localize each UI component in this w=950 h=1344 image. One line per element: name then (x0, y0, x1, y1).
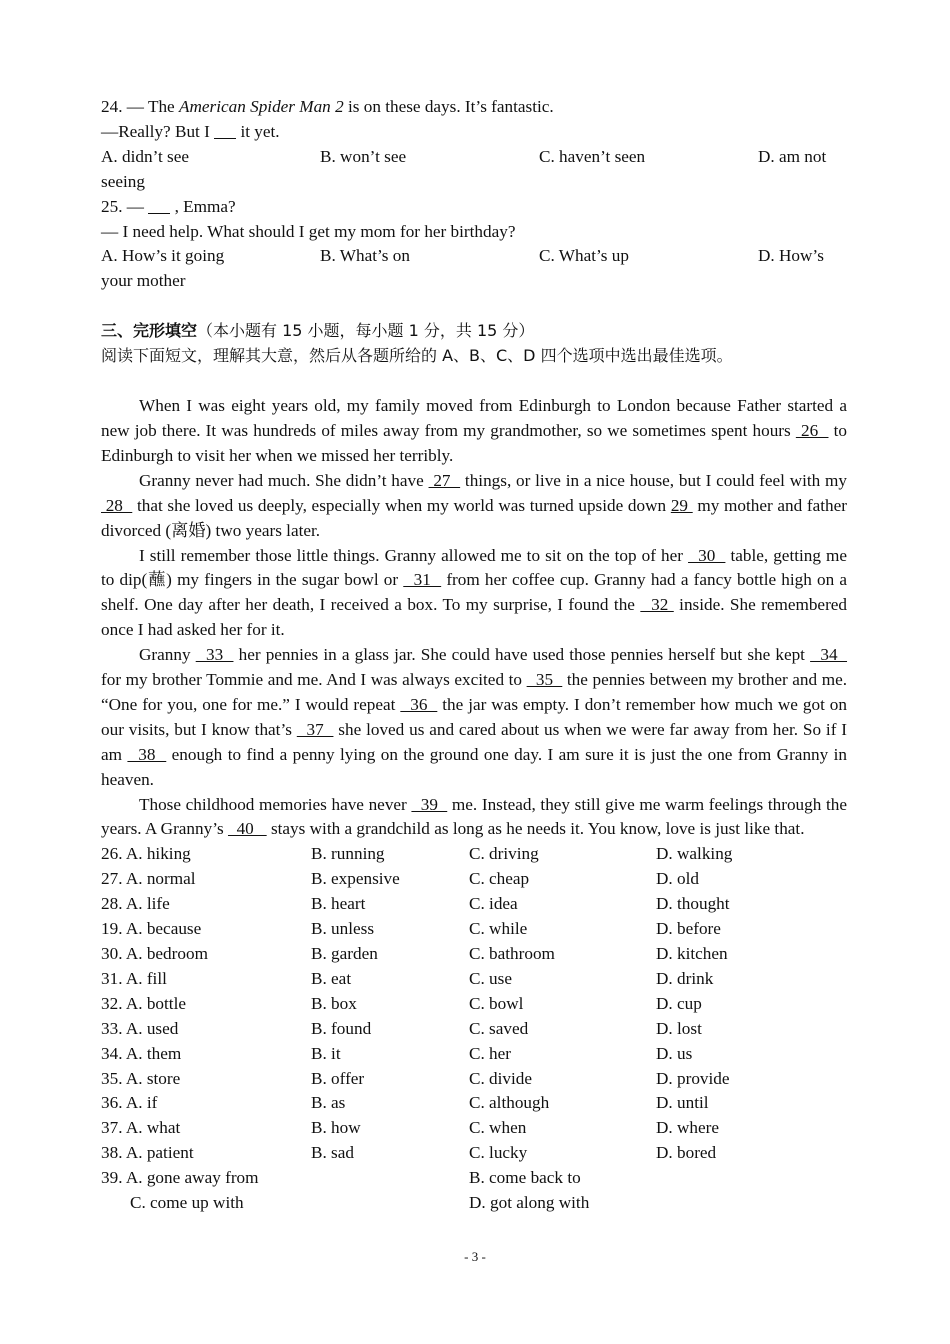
choice-row (101, 942, 847, 967)
choice-option-c: C. saved (469, 1018, 529, 1038)
choice-option-b: B. box (311, 993, 357, 1013)
choice-option-b: B. heart (311, 894, 366, 914)
q25-option-d: D. How’s (758, 246, 824, 266)
choice-row (101, 892, 847, 917)
choice-option-b: B. unless (311, 919, 375, 939)
q25-option-a: A. How’s it going (101, 246, 225, 266)
choice-option-a: 28. A. life (101, 894, 170, 914)
blank-36: 36 (400, 694, 438, 714)
passage-paragraph-1: When I was eight years old, my family moved from Edinburgh to London because Father started a new job there. It was hundreds of miles away from my grandmother, so we sometimes spent hours 26 to Edinburgh to visit her when we missed her terribly. (101, 396, 847, 465)
choice-option-a: 33. A. used (101, 1018, 179, 1038)
blank-39: 39 (411, 794, 448, 814)
q24-stem: 24. — The American Spider Man 2 is on these days. It’s fantastic. (101, 97, 554, 116)
choice-option-a: 27. A. normal (101, 869, 196, 889)
blank-33: 33 (195, 645, 234, 665)
q24-blank (214, 122, 236, 139)
blank-30: 30 (688, 545, 726, 565)
blank-35: 35 (526, 670, 563, 690)
passage-paragraph-4: Granny 33 her pennies in a glass jar. She could have used those pennies herself but she kept 34 for my brother Tommie and me. And I was always excited to 35 the pennies between my brother and me. “One for you, one for me.” I would repeat 36 the jar was empty. I don’t remember how much we got on our visits, but I know that’s 37 she loved us and cared about us when we were far away from her. So if I am 38 enough to find a penny lying on the ground one day. I am sure it is just the one from Granny in heaven. (101, 645, 848, 789)
choice-option-b: B. expensive (311, 869, 400, 889)
blank-38: 38 (127, 744, 167, 764)
choice-row (101, 867, 847, 892)
q39-option-c: C. come up with (130, 1193, 244, 1213)
choice-row (101, 1116, 847, 1141)
choice-option-d: D. until (656, 1093, 709, 1113)
q25-option-d-wrap: your mother (101, 271, 186, 291)
passage-paragraph-3: I still remember those little things. Granny allowed me to sit on the top of her 30 table, getting me to dip(蘸) my fingers in the sugar bowl or 31 from her coffee cup. Granny had a fancy bottle high on a shelf. One day after her death, I received a box. To my surprise, I found the 32 inside. She remembered once I had asked her for it. (101, 545, 848, 640)
choice-option-c: C. bathroom (469, 944, 555, 963)
q24-reply: —Really? But I it yet. (101, 121, 280, 141)
choice-option-a: 35. A. store (101, 1068, 181, 1088)
choice-option-c: C. her (469, 1043, 512, 1063)
choice-option-d: D. cup (656, 993, 702, 1013)
choice-option-b: B. running (311, 844, 385, 864)
choice-option-a: 32. A. bottle (101, 993, 186, 1013)
choice-option-d: D. provide (656, 1068, 730, 1088)
choice-option-b: B. as (311, 1093, 346, 1113)
choice-option-d: D. walking (656, 844, 733, 864)
blank-29: 29 (670, 495, 693, 515)
choice-option-c: C. although (469, 1093, 550, 1113)
choice-option-c: C. lucky (469, 1143, 528, 1163)
choice-option-d: D. bored (656, 1143, 717, 1163)
choice-option-a: 19. A. because (101, 919, 202, 939)
choice-row (101, 842, 847, 867)
choice-option-a: 30. A. bedroom (101, 944, 208, 963)
choices-list (101, 842, 847, 1166)
section-instruction: 阅读下面短文，理解其大意，然后从各题所给的 A、B、C、D 四个选项中选出最佳选项。 (101, 346, 733, 366)
choice-option-c: C. idea (469, 894, 518, 914)
q39-option-b: B. come back to (469, 1168, 581, 1188)
choice-option-b: B. garden (311, 944, 378, 963)
q25-options (101, 244, 847, 269)
choice-option-d: D. drink (656, 968, 714, 988)
choice-option-b: B. eat (311, 968, 352, 988)
choice-option-d: D. kitchen (656, 944, 728, 963)
choice-row (101, 992, 847, 1017)
choice-option-d: D. us (656, 1043, 693, 1063)
q39-option-a: 39. A. gone away from (101, 1168, 259, 1188)
choice-option-a: 36. A. if (101, 1093, 158, 1113)
blank-31: 31 (403, 570, 442, 590)
choice-option-b: B. how (311, 1118, 361, 1138)
choice-option-d: D. where (656, 1118, 719, 1138)
q24-option-d: D. am not (758, 146, 827, 166)
choice-option-a: 37. A. what (101, 1118, 181, 1138)
choice-option-a: 26. A. hiking (101, 844, 191, 864)
choice-option-a: 31. A. fill (101, 968, 167, 988)
choice-option-d: D. before (656, 919, 721, 939)
q25-stem: 25. — , Emma? (101, 196, 236, 216)
choice-option-b: B. found (311, 1018, 372, 1038)
blank-40: 40 (227, 819, 267, 839)
page-number: - 3 - (464, 1249, 486, 1264)
q39-row-2 (101, 1191, 847, 1216)
section-title: 三、完形填空（本小题有 15 小题，每小题 1 分，共 15 分） (101, 321, 535, 341)
choice-option-c: C. driving (469, 844, 539, 864)
q24-option-c: C. haven’t seen (539, 146, 646, 166)
q25-reply: — I need help. What should I get my mom for her birthday? (101, 221, 516, 241)
passage-paragraph-2: Granny never had much. She didn’t have 27 things, or live in a nice house, but I could feel with my 28 that she loved us deeply, especially when my world was turned upside down 29 my mother and father divorced (离婚) two years later. (101, 470, 848, 540)
q25-option-c: C. What’s up (539, 246, 629, 266)
q25-blank (148, 197, 170, 214)
choice-row (101, 1017, 847, 1042)
q24-options (101, 145, 847, 170)
choice-option-c: C. when (469, 1118, 527, 1138)
q24-option-a: A. didn’t see (101, 146, 189, 166)
passage-paragraph-5: Those childhood memories have never 39 me. Instead, they still give me warm feelings through the years. A Granny’s 40 stays with a grandchild as long as he needs it. You know, love is just like that. (101, 794, 847, 839)
choice-option-a: 34. A. them (101, 1043, 182, 1063)
blank-28: 28 (101, 495, 133, 515)
choice-option-c: C. divide (469, 1068, 533, 1088)
blank-26: 26 (795, 420, 829, 440)
choice-option-b: B. it (311, 1043, 341, 1063)
choice-option-c: C. use (469, 968, 512, 988)
choice-row (101, 967, 847, 992)
movie-title: American Spider Man 2 (178, 97, 344, 116)
choice-option-d: D. lost (656, 1018, 702, 1038)
blank-37: 37 (296, 719, 334, 739)
choice-option-c: C. cheap (469, 869, 530, 889)
q24-option-b: B. won’t see (320, 146, 407, 166)
q39-option-d: D. got along with (469, 1193, 590, 1213)
blank-32: 32 (640, 595, 674, 615)
choice-row (101, 1141, 847, 1166)
q39-row-1 (101, 1166, 847, 1191)
q25-option-b: B. What’s on (320, 246, 410, 266)
choice-option-c: C. bowl (469, 993, 524, 1013)
exam-page (101, 95, 847, 1216)
choice-option-c: C. while (469, 919, 528, 939)
choice-row (101, 1067, 847, 1092)
blank-34: 34 (810, 645, 848, 665)
choice-option-d: D. old (656, 869, 699, 889)
blank-27: 27 (428, 470, 461, 490)
choice-row (101, 917, 847, 942)
choice-row (101, 1091, 847, 1116)
choice-option-b: B. sad (311, 1143, 354, 1163)
choice-row (101, 1042, 847, 1067)
choice-option-b: B. offer (311, 1068, 365, 1088)
q24-option-d-wrap: seeing (101, 171, 145, 191)
choice-option-d: D. thought (656, 894, 730, 914)
choice-option-a: 38. A. patient (101, 1143, 194, 1163)
